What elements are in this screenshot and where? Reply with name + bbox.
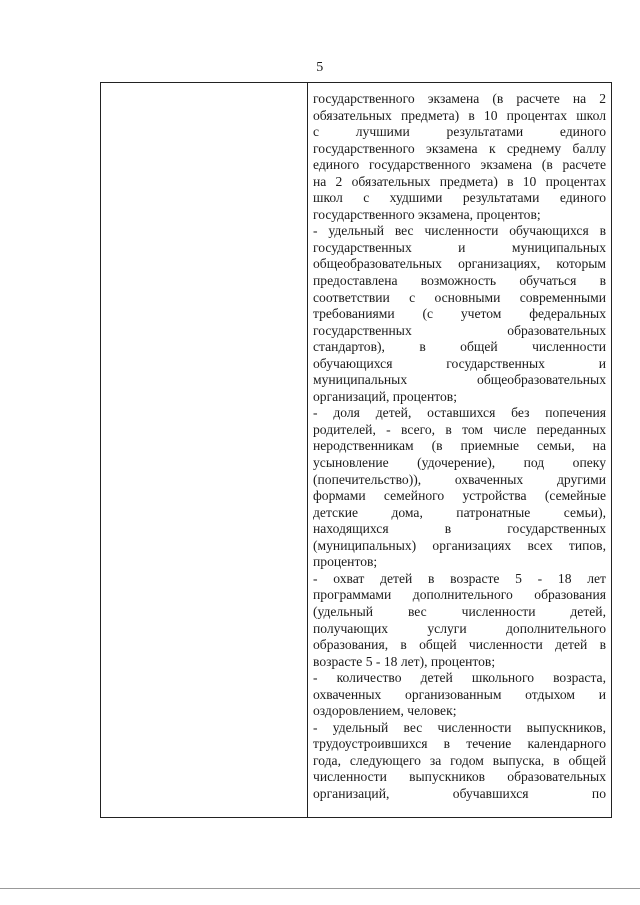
document-table — [100, 82, 612, 818]
text-line: предоставлена возможность обучаться в — [313, 273, 606, 289]
table-right-cell — [313, 91, 606, 813]
text-line: государственного экзамена к среднему баллу — [313, 140, 606, 156]
text-line: (удельный вес численности детей, — [313, 603, 606, 619]
text-line: процентов; — [313, 554, 378, 570]
text-line: численности выпускников образовательных — [313, 769, 606, 785]
text-line: усыновление (удочерение), под опеку — [313, 455, 606, 471]
text-line: государственного экзамена (в расчете на 2 — [313, 91, 606, 106]
text-line: года, следующего за годом выпуска, в общей — [313, 752, 606, 768]
text-line: - удельный вес численности обучающихся в — [313, 223, 606, 239]
text-line: государственных и муниципальных — [313, 239, 606, 255]
text-line: государственного экзамена, процентов; — [313, 206, 541, 222]
text-line: муниципальных общеобразовательных — [313, 372, 606, 388]
text-line: требованиями (с учетом федеральных — [313, 306, 606, 322]
text-line: общеобразовательных организациях, которым — [313, 256, 606, 272]
text-line: возрасте 5 - 18 лет), процентов; — [313, 653, 496, 669]
text-line: трудоустроившихся в течение календарного — [313, 736, 606, 752]
text-line: охваченных организованным отдыхом и — [313, 686, 606, 702]
text-line: - удельный вес численности выпускников, — [313, 719, 606, 735]
text-line: обучающихся государственных и — [313, 355, 606, 371]
text-line: единого государственного экзамена (в расчете — [313, 157, 606, 173]
text-line: родителей, - всего, в том числе переданных — [313, 421, 606, 437]
text-line: образования, в общей численности детей в — [313, 637, 606, 653]
text-line: школ с худшими результатами единого — [313, 190, 606, 206]
text-line: оздоровлением, человек; — [313, 703, 457, 719]
text-line: (муниципальных) организациях всех типов, — [313, 537, 606, 553]
text-line: стандартов), в общей численности — [313, 339, 606, 355]
page-number: 5 — [316, 60, 324, 75]
text-line: детские дома, патронатные семьи), — [313, 504, 606, 520]
text-line: - охват детей в возрасте 5 - 18 лет — [313, 570, 606, 586]
text-line: получающих услуги дополнительного — [313, 620, 606, 636]
text-line: формами семейного устройства (семейные — [313, 488, 606, 504]
text-line: неродственникам (в приемные семьи, на — [313, 438, 606, 454]
text-line: соответствии с основными современными — [313, 289, 606, 305]
text-line: обязательных предмета) в 10 процентах школ — [313, 107, 606, 123]
text-line: находящихся в государственных — [313, 521, 606, 537]
text-line: - количество детей школьного возраста, — [313, 670, 606, 686]
text-line: организаций, обучавшихся по — [313, 785, 606, 801]
text-line: - доля детей, оставшихся без попечения — [313, 405, 606, 421]
text-line: с лучшими результатами единого — [313, 124, 606, 140]
text-line: организаций, процентов; — [313, 388, 457, 404]
text-line: на 2 обязательных предмета) в 10 процентах — [313, 173, 606, 189]
table-left-cell — [101, 83, 308, 817]
page-bottom-rule — [0, 888, 640, 889]
text-line: государственных образовательных — [313, 322, 606, 338]
text-line: (попечительство)), охваченных другими — [313, 471, 606, 487]
text-line: программами дополнительного образования — [313, 587, 606, 603]
